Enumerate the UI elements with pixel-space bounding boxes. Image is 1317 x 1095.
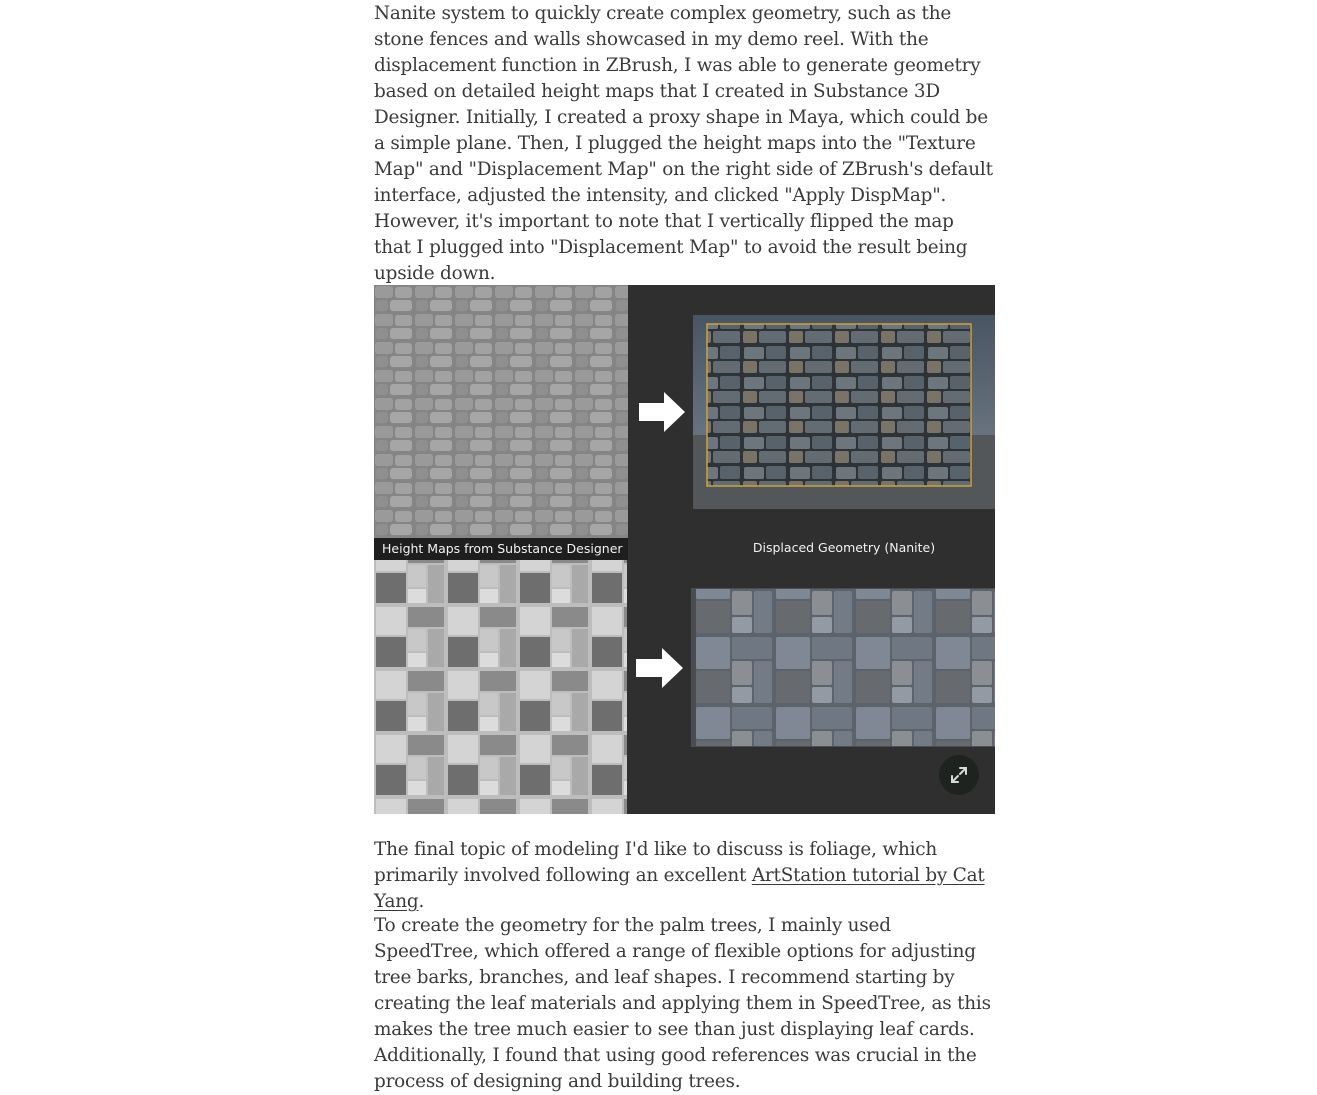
displacement-comparison-figure[interactable] <box>374 285 995 814</box>
foliage-text-before: The final topic of modeling I'd like to discuss is foliage, which primarily involved following an excellent <box>374 839 938 886</box>
caption-displaced-geometry: Displaced Geometry (Nanite) <box>752 540 936 555</box>
caption-height-maps: Height Maps from Substance Designer <box>382 541 623 556</box>
artstation-tutorial-link[interactable]: ArtStation tutorial by Cat Yang <box>374 865 985 912</box>
height-map-paving <box>374 560 627 814</box>
paragraph-foliage <box>374 837 996 915</box>
paragraph-nanite-displacement: Nanite system to quickly create complex geometry, such as the stone fences and walls showcased in my demo reel. With the displacement function in ZBrush, I was able to generate geometry based on detailed height maps that I created in Substance 3D Designer. Initially, I created a proxy shape in Maya, which could be a simple plane. Then, I plugged the height maps into the "Texture Map" and "Displacement Map" on the right side of ZBrush's default interface, adjusted the intensity, and clicked "Apply DispMap". However, it's important to note that I vertically flipped the map that I plugged into "Displacement Map" to avoid the result being upside down. <box>374 3 993 284</box>
paragraph-palm-trees: To create the geometry for the palm trees, I mainly used SpeedTree, which offered a range of flexible options for adjusting tree barks, branches, and leaf shapes. I recommend starting by creating the leaf materials and applying them in SpeedTree, as this makes the tree much easier to see than just displaying leaf cards. Additionally, I found that using good references was crucial in the process of designing and building trees. <box>374 915 991 1092</box>
expand-icon <box>949 765 969 785</box>
foliage-text-after: . <box>418 891 425 912</box>
displaced-paving <box>696 589 995 746</box>
figure-artwork <box>374 285 995 814</box>
displaced-stone-wall <box>707 324 971 486</box>
expand-image-button[interactable] <box>939 755 979 795</box>
height-map-stone-wall <box>374 285 628 538</box>
